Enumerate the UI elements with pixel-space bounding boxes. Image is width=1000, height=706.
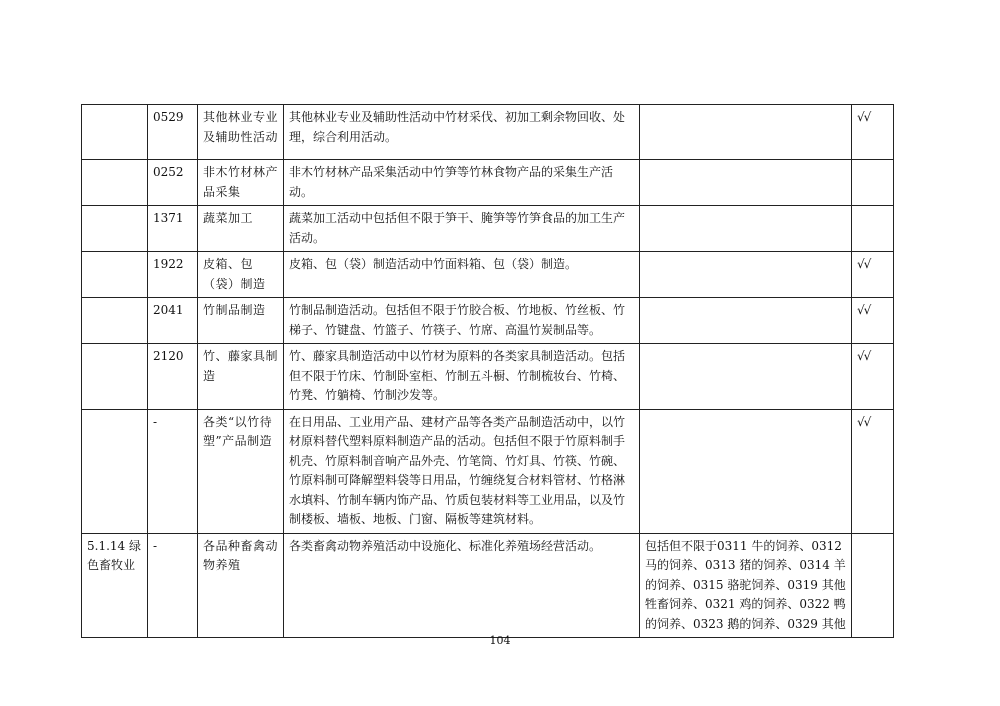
table-body: [82, 105, 894, 638]
category-cell: 5.1.14 绿色畜牧业: [82, 533, 148, 638]
description-cell: 竹制品制造活动。包括但不限于竹胶合板、竹地板、竹丝板、竹梯子、竹键盘、竹篮子、竹筷子、竹席、高温竹炭制品等。: [284, 298, 640, 344]
note-cell: 包括但不限于0311 牛的饲养、0312 马的饲养、0313 猪的饲养、0314 羊的饲养、0315 骆驼饲养、0319 其他牲畜饲养、0321 鸡的饲养、0322 鸭的饲养、0323 鹅的饲养、0329 其他: [640, 533, 852, 638]
category-cell: [82, 105, 148, 160]
note-cell: [640, 409, 852, 533]
note-cell: [640, 105, 852, 160]
name-cell: 蔬菜加工: [198, 206, 284, 252]
name-cell: 各类“以竹待塑”产品制造: [198, 409, 284, 533]
description-cell: 皮箱、包（袋）制造活动中竹面料箱、包（袋）制造。: [284, 252, 640, 298]
category-cell: [82, 409, 148, 533]
table-row: [82, 160, 894, 206]
page-number: 104: [489, 634, 511, 647]
name-cell: 竹制品制造: [198, 298, 284, 344]
mark-cell: √√: [852, 252, 894, 298]
code-cell: 1371: [148, 206, 198, 252]
category-cell: [82, 252, 148, 298]
code-cell: 2041: [148, 298, 198, 344]
description-cell: 各类畜禽动物养殖活动中设施化、标准化养殖场经营活动。: [284, 533, 640, 638]
note-cell: [640, 160, 852, 206]
table-row: [82, 298, 894, 344]
table-row: [82, 252, 894, 298]
mark-cell: √√: [852, 409, 894, 533]
note-cell: [640, 252, 852, 298]
name-cell: 各品种畜禽动物养殖: [198, 533, 284, 638]
code-cell: 0252: [148, 160, 198, 206]
description-cell: 非木竹材林产品采集活动中竹笋等竹林食物产品的采集生产活动。: [284, 160, 640, 206]
mark-cell: √√: [852, 105, 894, 160]
category-cell: [82, 160, 148, 206]
description-cell: 竹、藤家具制造活动中以竹材为原料的各类家具制造活动。包括但不限于竹床、竹制卧室柜、竹制五斗橱、竹制梳妆台、竹椅、竹凳、竹躺椅、竹制沙发等。: [284, 344, 640, 410]
note-cell: [640, 344, 852, 410]
code-cell: -: [148, 533, 198, 638]
category-cell: [82, 298, 148, 344]
category-cell: [82, 344, 148, 410]
mark-cell: √√: [852, 344, 894, 410]
table-row: [82, 206, 894, 252]
table-row: [82, 409, 894, 533]
name-cell: 竹、藤家具制造: [198, 344, 284, 410]
name-cell: 其他林业专业及辅助性活动: [198, 105, 284, 160]
code-cell: 2120: [148, 344, 198, 410]
note-cell: [640, 206, 852, 252]
description-cell: 在日用品、工业用产品、建材产品等各类产品制造活动中，以竹材原料替代塑料原料制造产品的活动。包括但不限于竹原料制手机壳、竹原料制音响产品外壳、竹笔筒、竹灯具、竹筷、竹碗、竹原料制可降解塑料袋等日用品，竹缠绕复合材料管材、竹格淋水填料、竹制车辆内饰产品、竹质包装材料等工业用品，以及竹制楼板、墙板、地板、门窗、隔板等建筑材料。: [284, 409, 640, 533]
mark-cell: [852, 533, 894, 638]
table-row: [82, 105, 894, 160]
description-cell: 其他林业专业及辅助性活动中竹材采伐、初加工剩余物回收、处理，综合利用活动。: [284, 105, 640, 160]
industry-table: [81, 104, 894, 638]
table-row: [82, 344, 894, 410]
note-cell: [640, 298, 852, 344]
mark-cell: [852, 160, 894, 206]
name-cell: 皮箱、包（袋）制造: [198, 252, 284, 298]
description-cell: 蔬菜加工活动中包括但不限于笋干、腌笋等竹笋食品的加工生产活动。: [284, 206, 640, 252]
code-cell: 1922: [148, 252, 198, 298]
code-cell: 0529: [148, 105, 198, 160]
category-cell: [82, 206, 148, 252]
name-cell: 非木竹材林产品采集: [198, 160, 284, 206]
table-row: [82, 533, 894, 638]
code-cell: -: [148, 409, 198, 533]
mark-cell: √√: [852, 298, 894, 344]
mark-cell: [852, 206, 894, 252]
